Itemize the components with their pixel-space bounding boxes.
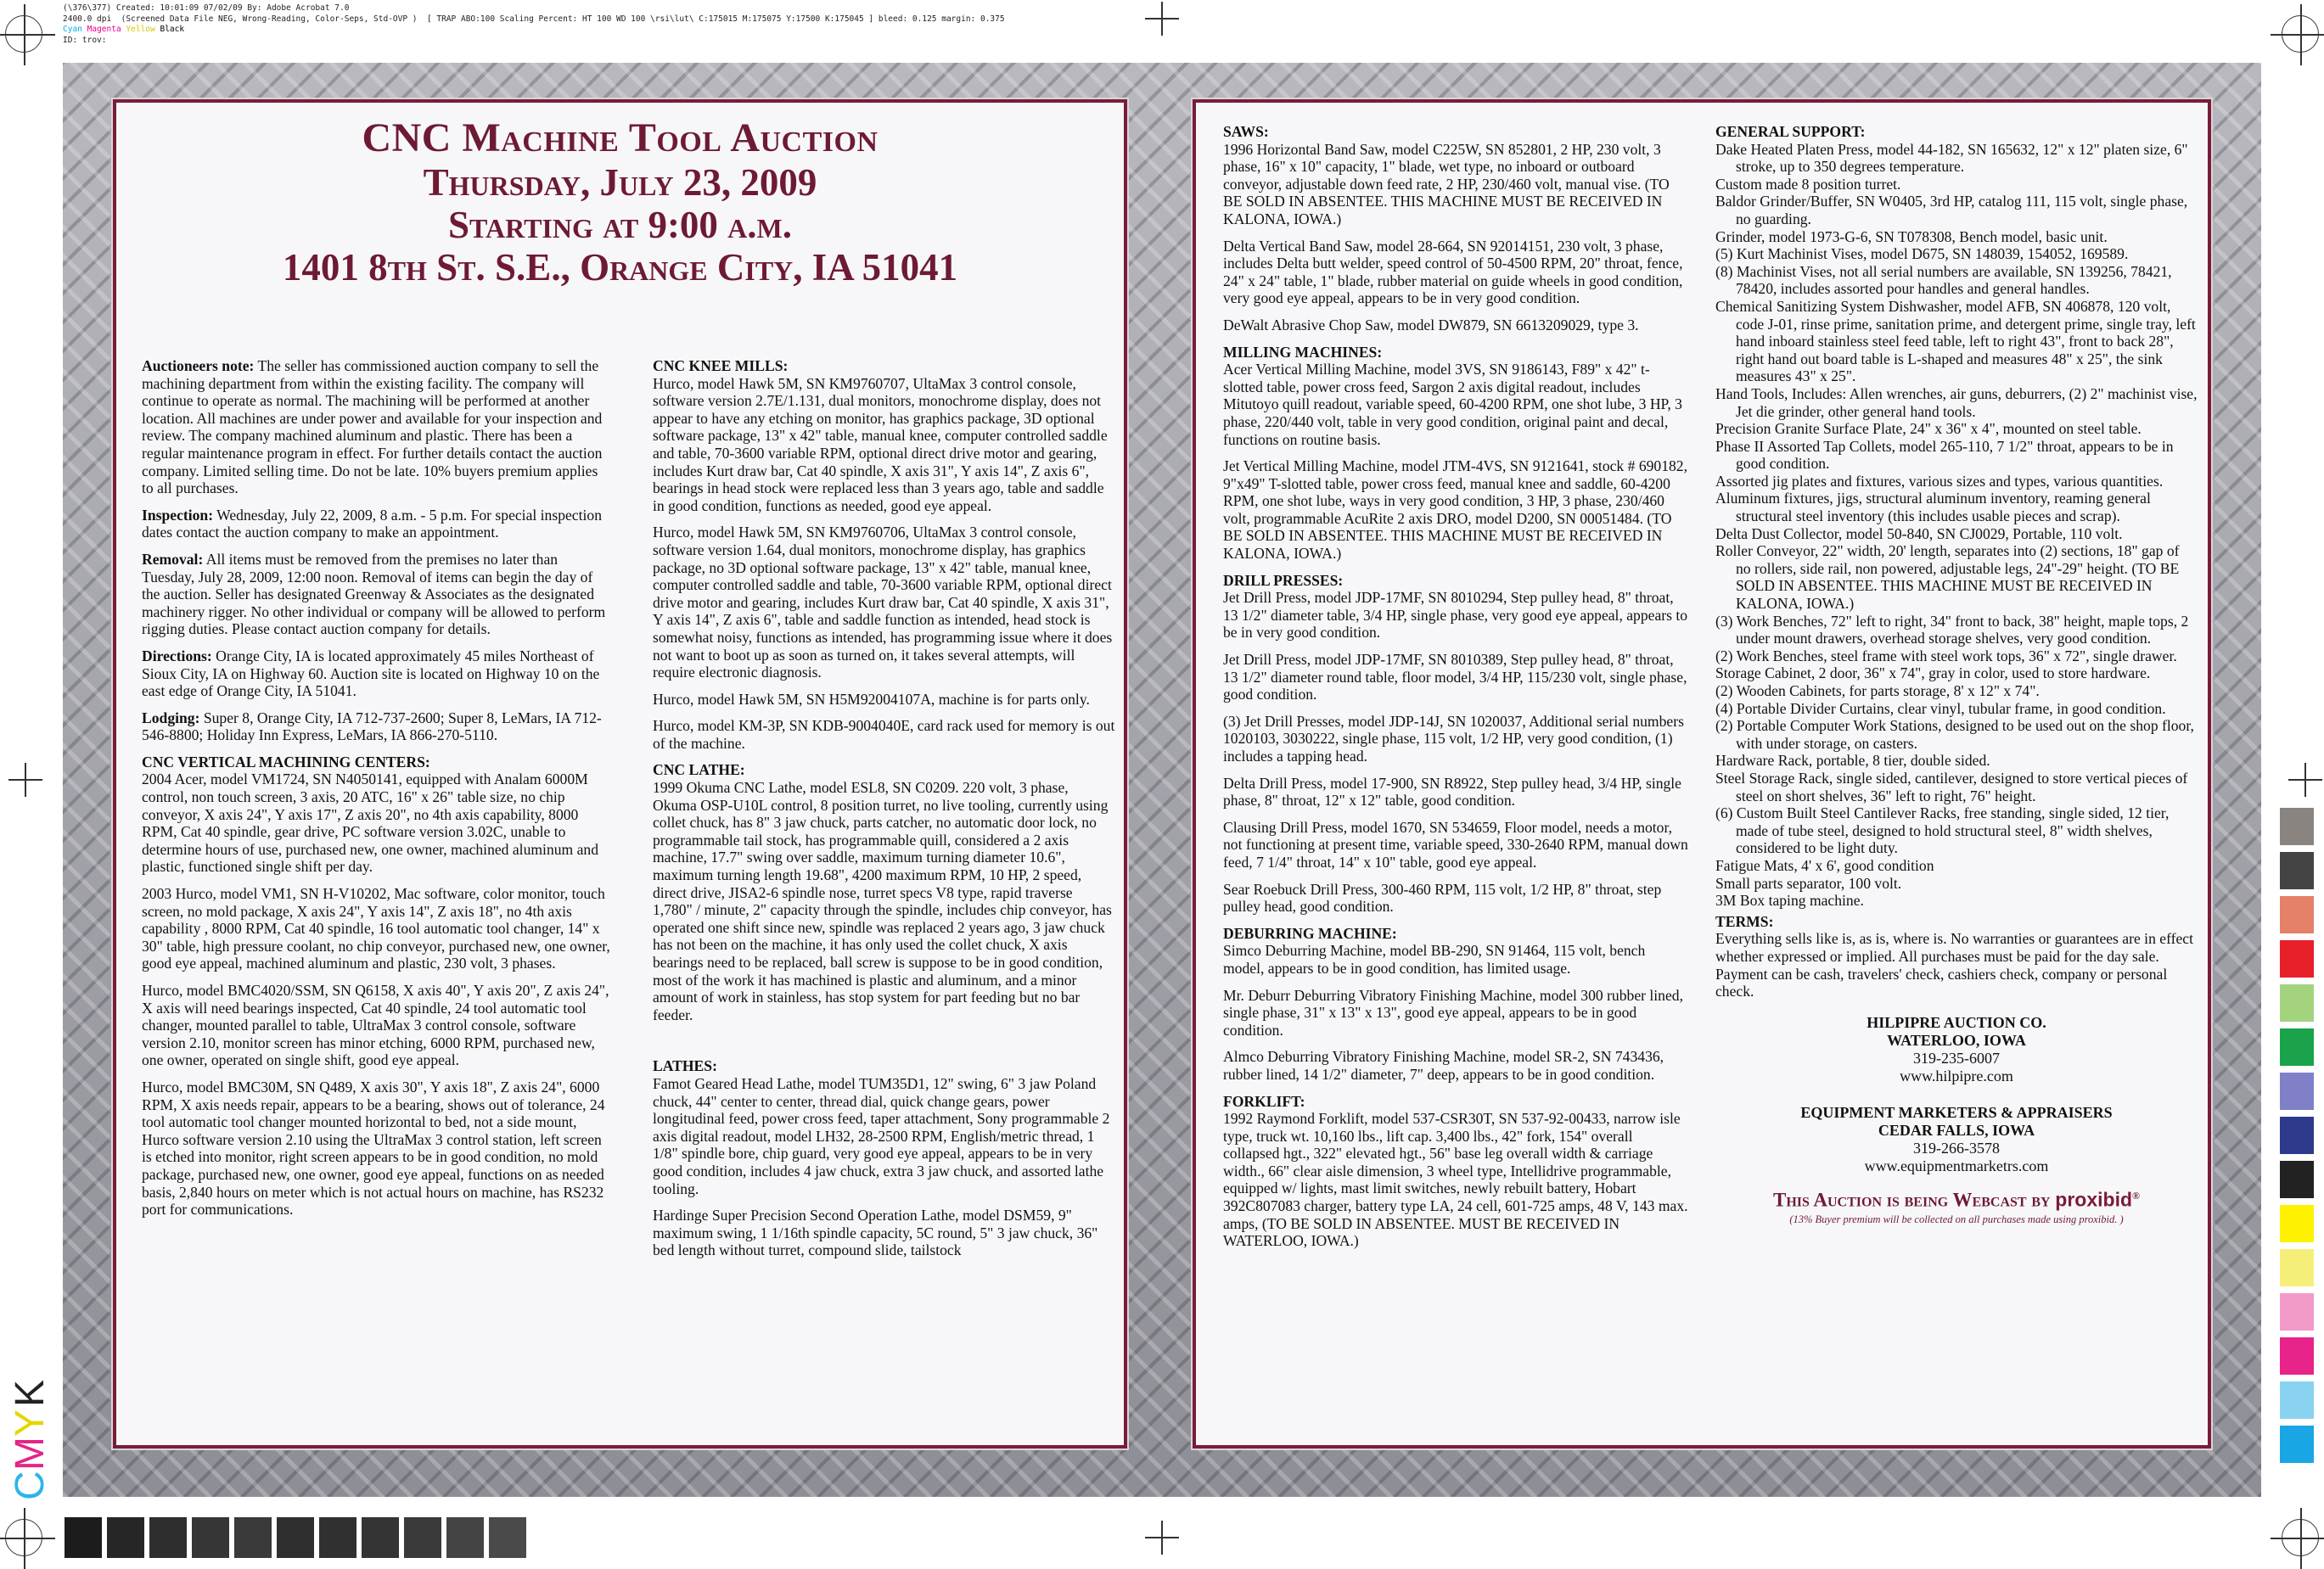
color-swatch <box>2280 808 2314 845</box>
auction-start-time: Starting at 9:00 a.m. <box>447 204 792 246</box>
list-item: Hurco, model Hawk 5M, SN KM9760706, UltaMax 3 control console, software version 1.64, dual monitors, monochrome display, has graphics package, no 3D optional software package, 13" x 42" table, manual knee, computer controlled saddle and table, 70-3600 variable RPM, optional direct drive motor and gearing, includes Kurt draw bar, Cat 40 spindle, X axis 31", Y axis 14", Z axis 6", table and saddle function as intended, head stock is somewhat noisy, functions as intended, has programming issue where it does not want to boot up as soon as turned on, it takes several attempts, will require electronic diagnosis. <box>653 524 1113 681</box>
list-item: Small parts separator, 100 volt. <box>1715 874 1902 892</box>
auctioneers-note-label: Auctioneers note: <box>142 357 255 374</box>
slug-black: Black <box>160 25 185 34</box>
list-item: Acer Vertical Milling Machine, model 3VS, SN 9186143, F89" x 42" t-slotted table, power cross feed, Sargon 2 axis digital readout, includes Mitutoyo quill readout, variable speed, 60-4200 RPM, one shot lube, 3 HP, 3 phase, 220/440 volt, table in very good condition, original paint and decal, functions on routine basis. <box>1223 361 1682 448</box>
company-2-city: CEDAR FALLS, IOWA <box>1878 1121 2035 1139</box>
registration-mark-top-right <box>2282 15 2319 53</box>
list-item: Hurco, model KM-3P, SN KDB-9004040E, card rack used for memory is out of the machine. <box>653 717 1115 752</box>
list-item: 2003 Hurco, model VM1, SN H-V10202, Mac software, color monitor, touch screen, no mold package, X axis 24", Y axis 14", Z axis 18", no 4th axis capability , 8000 RPM, Cat 40 spindle, 16 tool automatic tool changer, 14" x 30" table, high pressure coolant, no chip conveyor, purchased new, one owner, good eye appeal, machined aluminum and plastic, 230 volt, 3 phases. <box>142 885 610 972</box>
gray-step-patch <box>489 1517 526 1558</box>
list-item: Hand Tools, Includes: Allen wrenches, air guns, deburrers, (2) 2" machinist vise, Jet die grinder, other general hand tools. <box>1715 384 2198 420</box>
removal-text: All items must be removed from the premises no later than Tuesday, July 28, 2009, 12:00 noon. Removal of items can begin the day of the auction. Seller has designated Greenway & Associates as the designated machinery rigger. No other individual or company will be allowed to perform rigging duties. Please contact auction company for details. <box>142 550 606 638</box>
section-heading-milling: MILLING MACHINES: <box>1223 343 1383 361</box>
company-1-website[interactable]: www.hilpipre.com <box>1900 1067 2013 1084</box>
lodging-label: Lodging: <box>142 709 200 726</box>
gray-step-patch <box>277 1517 314 1558</box>
list-item: (3) Work Benches, 72" left to right, 34" front to back, 38" height, maple tops, 2 under mount drawers, overhead storage shelves, very good condition. <box>1715 612 2189 647</box>
right-panel <box>1193 99 2211 1449</box>
registration-mark-bottom-right <box>2282 1519 2319 1556</box>
company-2-phone: 319-266-3578 <box>1913 1139 2000 1157</box>
list-item: Jet Drill Press, model JDP-17MF, SN 8010294, Step pulley head, 8" throat, 13 1/2" diameter table, 3/4 HP, single phase, very good eye appeal, appears to be in very good condition. <box>1223 589 1688 642</box>
list-item: (2) Wooden Cabinets, for parts storage, 8' x 12" x 74". <box>1715 682 2040 699</box>
left-column-1 <box>142 357 613 1228</box>
registration-mark-bottom-left <box>5 1519 42 1556</box>
list-item: (2) Work Benches, steel frame with steel work tops, 36" x 72", single drawer. <box>1715 647 2177 664</box>
list-item: Sear Roebuck Drill Press, 300-460 RPM, 115 volt, 1/2 HP, 8" throat, step pulley head, good condition. <box>1223 880 1662 916</box>
color-swatch <box>2280 1426 2314 1463</box>
removal-label: Removal: <box>142 550 204 568</box>
list-item: Hurco, model BMC30M, SN Q489, X axis 30", Y axis 18", Z axis 24", 6000 RPM, X axis needs repair, appears to be a bearing, shows out of tolerance, 24 tool automatic tool changer mounted horizontal to bed, not a side mount, Hurco software version 2.10 using the UltraMax 3 control station, left screen is etched into monitor, right screen appears to be in good condition, no mold package, purchased new, one owner, good eye appeal, functions on as needed basis, 2,840 hours on meter which is not actual hours on machine, has RS232 port for communications. <box>142 1078 605 1219</box>
gray-step-patch <box>149 1517 187 1558</box>
list-item: Phase II Assorted Tap Collets, model 265-110, 7 1/2" throat, appears to be in good condition. <box>1715 437 2174 473</box>
left-panel <box>113 99 1127 1449</box>
list-item: (5) Kurt Machinist Vises, model D675, SN 148039, 154052, 169589. <box>1715 245 2129 263</box>
list-item: Assorted jig plates and fixtures, various sizes and types, various quantities. <box>1715 472 2164 490</box>
company-2-website[interactable]: www.equipmentmarketrs.com <box>1864 1157 2049 1174</box>
color-swatch <box>2280 896 2314 933</box>
list-item: 1992 Raymond Forklift, model 537-CSR30T, SN 537-92-00433, narrow isle type, truck wt. 10,160 lbs., lift cap. 3,400 lbs., 42" fork, 154" overall collapsed hgt., 322" elevated hgt., 56" base leg overall width & carriage width., 66" clear aisle dimension, 3 wheel type, Intellidrive programmable, equipped w/ lights, mast limit switches, newly rebuilt battery, Hobart 392C807083 charger, battery type LA, 24 cell, 601-725 amps, 48 V, 143 max. amps, (TO BE SOLD IN ABSENTEE. MUST BE RECEIVED IN WATERLOO, IOWA.) <box>1223 1110 1688 1250</box>
auction-date: Thursday, July 23, 2009 <box>423 161 817 204</box>
list-item: DeWalt Abrasive Chop Saw, model DW879, SN 6613209029, type 3. <box>1223 316 1639 333</box>
registration-mark-top-left <box>5 15 42 53</box>
webcast-text: This Auction is being Webcast by <box>1773 1189 2056 1211</box>
gray-step-patch <box>192 1517 229 1558</box>
general-support-list <box>1715 141 2198 910</box>
removal-info <box>142 551 613 638</box>
color-swatch <box>2280 1028 2314 1066</box>
list-item: Precision Granite Surface Plate, 24" x 36" x 4", mounted on steel table. <box>1715 420 2142 438</box>
section-heading-forklift: FORKLIFT: <box>1223 1092 1305 1110</box>
list-item: Jet Vertical Milling Machine, model JTM-4VS, SN 9121641, stock # 690182, 9"x49" T-slotted table, power cross feed, manual knee and saddle, 60-4200 RPM, one shot lube, ways in very good condition, 3 HP, 3 phase, 230/460 volt, programmable AcuRite 2 axis DRO, model D200, SN 00051484. (TO BE SOLD IN ABSENTEE. THIS MACHINE MUST BE RECEIVED IN KALONA, IOWA.) <box>1223 457 1687 563</box>
list-item: Hardware Rack, portable, 8 tier, double sided. <box>1715 752 1990 770</box>
list-item: 1996 Horizontal Band Saw, model C225W, SN 852801, 2 HP, 230 volt, 3 phase, 16" x 10" capacity, 1" blade, wet type, no inboard or outboard conveyor, adjustable down feed rate, 2 HP, 230/460 volt, manual vise. (TO BE SOLD IN ABSENTEE. THIS MACHINE MUST BE RECEIVED IN KALONA, IOWA.) <box>1223 140 1670 227</box>
cmyk-y: Y <box>8 1409 53 1437</box>
list-item: (3) Jet Drill Presses, model JDP-14J, SN 1020037, Additional serial numbers 1020103, 3030222, single phase, 115 volt, 1/2 HP, very good condition, (1) includes a tapping head. <box>1223 712 1684 765</box>
auctioneers-note <box>142 357 613 497</box>
list-item: Hurco, model Hawk 5M, SN H5M92004107A, machine is for parts only. <box>653 690 1090 708</box>
inspection-text: Wednesday, July 22, 2009, 8 a.m. - 5 p.m. For special inspection dates contact the auction company to make an appointment. <box>142 506 602 541</box>
auctioneers-note-text: The seller has commissioned auction company to sell the machining department from within the existing facility. The company will continue to operate as normal. The machining will be performed at another location. All machines are under power and available for your inspection and review. The company machined aluminum and plastic. There has been a regular maintenance program in effect. For further details contact the auction company. Limited selling time. Do not be late. 10% buyers premium applies to all purchases. <box>142 357 603 497</box>
list-item: Mr. Deburr Deburring Vibratory Finishing Machine, model 300 rubber lined, single phase, 31" x 13" x 13", good eye appeal, appears to be in good condition. <box>1223 986 1683 1039</box>
company-1-city: WATERLOO, IOWA <box>1887 1031 2026 1049</box>
color-swatch <box>2280 1381 2314 1419</box>
list-item: Jet Drill Press, model JDP-17MF, SN 8010389, Step pulley head, 8" throat, 13 1/2" diameter round table, floor model, 3/4 HP, 115/230 volt, single phase, good condition. <box>1223 651 1687 703</box>
section-heading-saws: SAWS: <box>1223 123 1269 140</box>
section-heading-vmc: CNC VERTICAL MACHINING CENTERS: <box>142 753 430 770</box>
directions-info <box>142 647 613 700</box>
list-item: (6) Custom Built Steel Cantilever Racks, free standing, single sided, 12 tier, made of tube steel, designed to hold structural steel, 8" width shelves, considered to be light duty. <box>1715 804 2170 857</box>
section-heading-knee-mills: CNC KNEE MILLS: <box>653 357 789 374</box>
color-swatch <box>2280 852 2314 889</box>
section-heading-lathes: LATHES: <box>653 1057 717 1075</box>
list-item: (2) Portable Computer Work Stations, designed to be used out on the shop floor, with under storage, on casters. <box>1715 717 2194 752</box>
gray-step-patch <box>234 1517 272 1558</box>
crop-mark-right-center <box>2288 763 2322 797</box>
cmyk-m: M <box>8 1437 53 1471</box>
list-item: Delta Drill Press, model 17-900, SN R8922, Step pulley head, 3/4 HP, single phase, 8" throat, 12" x 12" table, good condition. <box>1223 774 1681 810</box>
color-swatch <box>2280 1205 2314 1242</box>
terms-text: Everything sells like is, as is, where is. No warranties or guarantees are in effect whether expressed or implied. All purchases must be paid for the day sale. Payment can be cash, travelers' check, cashiers check, company or personal check. <box>1715 930 2193 1000</box>
section-heading-terms: TERMS: <box>1715 912 1774 930</box>
left-column-2 <box>653 357 1115 1269</box>
color-swatch <box>2280 1161 2314 1198</box>
list-item: Custom made 8 position turret. <box>1715 175 1901 193</box>
list-item: Hurco, model BMC4020/SSM, SN Q6158, X axis 40", Y axis 20", Z axis 24", X axis will need bearings inspected, Cat 40 spindle, 24 tool automatic tool changer, mounted parallel to table, UltraMax 3 control console, software version 2.10, monitor screen has minor etching, 6000 RPM, purchased new, one owner, operated on single shift, good eye appeal. <box>142 982 609 1069</box>
inspection-info <box>142 507 613 541</box>
gray-step-patch <box>107 1517 144 1558</box>
color-swatch <box>2280 1073 2314 1110</box>
auction-address: 1401 8th St. S.E., Orange City, IA 51041 <box>282 246 958 289</box>
crop-mark-top-center <box>1145 2 1179 36</box>
right-column-2 <box>1715 123 2198 1229</box>
list-item: 2004 Acer, model VM1724, SN N4050141, equipped with Analam 6000M control, non touch screen, 3 axis, 20 ATC, 16" x 26" table size, no chip conveyor, X axis 24", Y axis 17", Z axis 20", no 4th axis capability, 8000 RPM, Cat 40 spindle, gear drive, PC software version 3.02C, unable to determine hours of use, purchased new, one owner, machined aluminum and plastic, functioned single shift per day. <box>142 770 599 876</box>
list-item: Baldor Grinder/Buffer, SN W0405, 3rd HP, catalog 111, 115 volt, single phase, no guarding. <box>1715 193 2188 227</box>
directions-text: Orange City, IA is located approximately 45 miles Northeast of Sioux City, IA on Highway 60. Auction site is located on Highway 10 on the east edge of Orange City, IA 51041. <box>142 647 600 700</box>
list-item: Simco Deburring Machine, model BB-290, SN 91464, 115 volt, bench model, appears to be in good condition, has limited usage. <box>1223 942 1646 977</box>
list-item: Delta Dust Collector, model 50-840, SN CJ0029, Portable, 110 volt. <box>1715 524 2123 542</box>
slug-line-4: ID: trov: <box>63 35 107 45</box>
gray-step-patch <box>362 1517 399 1558</box>
gray-step-patch <box>404 1517 441 1558</box>
list-item: 3M Box taping machine. <box>1715 892 1864 910</box>
list-item: Roller Conveyor, 22" width, 20' length, separates into (2) sections, 18" gap of no rollers, side rail, non powered, adjustable legs, 24"-29" height. (TO BE SOLD IN ABSENTEE. THIS MACHINE MUST BE RECEIVED IN KALONA, IOWA.) <box>1715 542 2180 613</box>
section-heading-cnc-lathe: CNC LATHE: <box>653 761 745 779</box>
color-swatch <box>2280 984 2314 1022</box>
gray-step-patch <box>65 1517 102 1558</box>
slug-line-2: 2400.0 dpi (Screened Data File NEG, Wrong-Reading, Color-Seps, Std-OVP ) [ TRAP ABO:100 Scaling Percent: HT 100 WD 100 \rsi\lut\ C:175015 M:175075 Y:17500 K:175045 ] bleed: 0.125 margin: 0.375 <box>63 14 1005 24</box>
section-heading-drill-presses: DRILL PRESSES: <box>1223 571 1344 589</box>
contact-block-2 <box>1715 1104 2198 1175</box>
color-swatch <box>2280 1337 2314 1375</box>
list-item: Famot Geared Head Lathe, model TUM35D1, 12" swing, 6" 3 jaw Poland chuck, 44" center to center, thread dial, quick change gears, power longitudinal feed, power cross feed, taper attachment, Sony programmable 2 axis digital readout, model LH32, 28-2500 RPM, English/metric thread, 1 1/8" spindle bore, chip guard, very good eye appeal, appears to be in very good condition, includes 4 jaw chuck, extra 3 jaw chuck, and assorted lathe tooling. <box>653 1074 1110 1197</box>
prepress-slug <box>63 3 1005 46</box>
list-item: Hurco, model Hawk 5M, SN KM9760707, UltaMax 3 control console, software version 2.7E/1.131, dual monitors, monochrome display, does not appear to have any etching on monitor, has graphics package, 3D optional software package, 13" x 42" table, manual knee, computer controlled saddle and table, 70-3600 variable RPM, optional direct drive motor and gearing, includes Kurt draw bar, Cat 40 spindle, X axis 31", Y axis 14", Z axis 6", bearings in head stock were replaced less than 3 years ago, table and saddle in good condition, functions as needed, good eye appeal. <box>653 374 1108 514</box>
list-item: Hardinge Super Precision Second Operation Lathe, model DSM59, 9" maximum swing, 1 1/16th spindle capacity, 5C round, 5" 3 jaw chuck, 36" bed length without turret, compound slide, tailstock <box>653 1207 1098 1259</box>
webcast-premium-note: (13% Buyer premium will be collected on all purchases made using proxibid. ) <box>1789 1213 2124 1225</box>
company-1-phone: 319-235-6007 <box>1913 1049 2000 1067</box>
company-1-name: HILPIPRE AUCTION CO. <box>1866 1013 2046 1031</box>
auction-title: CNC Machine Tool Auction <box>362 115 879 160</box>
slug-yellow: Yellow <box>126 25 155 34</box>
color-swatch <box>2280 940 2314 978</box>
slug-line-1: (\376\377) Created: 10:01:09 07/02/09 By: Adobe Acrobat 7.0 <box>63 3 350 13</box>
company-2-name: EQUIPMENT MARKETERS & APPRAISERS <box>1800 1103 2113 1121</box>
proxibid-logo[interactable]: proxibid <box>2055 1188 2133 1211</box>
list-item: Almco Deburring Vibratory Finishing Machine, model SR-2, SN 743436, rubber lined, 14 1/2" diameter, 7" deep, appears to be in good condition. <box>1223 1048 1664 1083</box>
list-item: Storage Cabinet, 2 door, 36" x 74", gray in color, used to store hardware. <box>1715 664 2151 682</box>
list-item: Delta Vertical Band Saw, model 28-664, SN 92014151, 230 volt, 3 phase, includes Delta butt welder, speed control of 50-4500 RPM, 20" throat, fence, 24" x 24" table, 1" blade, rubber material on guide wheels in good condition, very good eye appeal, appears to be in very good condition. <box>1223 237 1683 307</box>
registered-mark: ® <box>2132 1189 2140 1202</box>
color-swatch <box>2280 1249 2314 1286</box>
color-swatch <box>2280 1117 2314 1154</box>
section-heading-deburring: DEBURRING MACHINE: <box>1223 924 1397 942</box>
list-item: Aluminum fixtures, jigs, structural aluminum inventory, reaming general structural steel inventory (this includes usable pieces and scrap). <box>1715 490 2151 525</box>
slug-magenta: Magenta <box>87 25 121 34</box>
directions-label: Directions: <box>142 647 212 664</box>
lodging-text: Super 8, Orange City, IA 712-737-2600; Super 8, LeMars, IA 712-546-8800; Holiday Inn Express, LeMars, IA 866-270-5110. <box>142 709 602 744</box>
lodging-info <box>142 709 613 744</box>
gray-step-patch <box>446 1517 484 1558</box>
cmyk-mark <box>3 1331 53 1500</box>
crop-mark-bottom-center <box>1145 1521 1179 1555</box>
list-item: Grinder, model 1973-G-6, SN T078308, Bench model, basic unit. <box>1715 227 2108 245</box>
list-item: Steel Storage Rack, single sided, cantilever, designed to store vertical pieces of steel on short shelves, 36" left to right, 76" height. <box>1715 769 2188 804</box>
right-column-1 <box>1223 123 1688 1259</box>
section-heading-general-support: GENERAL SUPPORT: <box>1715 123 1866 140</box>
gray-step-patch <box>319 1517 356 1558</box>
slug-cyan: Cyan <box>63 25 82 34</box>
list-item: Fatigue Mats, 4' x 6', good condition <box>1715 856 1934 874</box>
cmyk-k: K <box>8 1379 53 1407</box>
webcast-banner <box>1715 1187 2198 1209</box>
list-item: Chemical Sanitizing System Dishwasher, model AFB, SN 406878, 120 volt, code J-01, rinse prime, sanitation prime, and detergent prime, single tray, left hand inboard stainless steel feed table, left to right 43", front to back 28", right hand out board table is L-shaped and measures 48" x 25", the sink measures 43" x 25". <box>1715 297 2196 385</box>
list-item: (4) Portable Divider Curtains, clear vinyl, tubular frame, in good condition. <box>1715 699 2166 717</box>
cmyk-c: C <box>8 1471 53 1500</box>
inspection-label: Inspection: <box>142 506 214 524</box>
list-item: Clausing Drill Press, model 1670, SN 534659, Floor model, needs a motor, not functioning at present time, variable speed, 330-2640 RPM, manual down feed, 7 1/4" throat, 14" x 10" table, good eye appeal. <box>1223 818 1688 871</box>
crop-mark-left-center <box>8 763 42 797</box>
list-item: (8) Machinist Vises, not all serial numbers are available, SN 139256, 78421, 78420, includes assorted pour handles and general handles. <box>1715 262 2172 298</box>
list-item: Dake Heated Platen Press, model 44-182, SN 165632, 12" x 12" platen size, 6" stroke, up to 350 degrees temperature. <box>1715 140 2188 176</box>
color-swatch <box>2280 1293 2314 1331</box>
list-item: 1999 Okuma CNC Lathe, model ESL8, SN C0209. 220 volt, 3 phase, Okuma OSP-U10L control, 8 position turret, no live tooling, currently using collet chuck, has 8" 3 jaw chuck, parts catcher, no automatic door lock, no programmable tail stock, has programmable quill, considered a 2 axis machine, 17.7" swing over saddle, maximum turning diameter 10.6", maximum turning length 19.68", 4200 maximum RPM, 10 HP, 2 speed, direct drive, JISA2-6 spindle nose, turret specs V8 type, rapid traverse 1,780" / minute, 2" capacity through the spindle, includes chip conveyor, has operated one shift since new, spindle was replaced 2 years ago, 3 jaw chuck has not been on the machine, it has only used the collet chuck, X axis bearings need to be replaced, ball screw is suppose to be in good condition, most of the work it has machined is plastic and aluminum, and a minor amount of work in stainless, has stop system for part feeding but no bar feeder. <box>653 779 1112 1023</box>
contact-block-1 <box>1715 1014 2198 1085</box>
